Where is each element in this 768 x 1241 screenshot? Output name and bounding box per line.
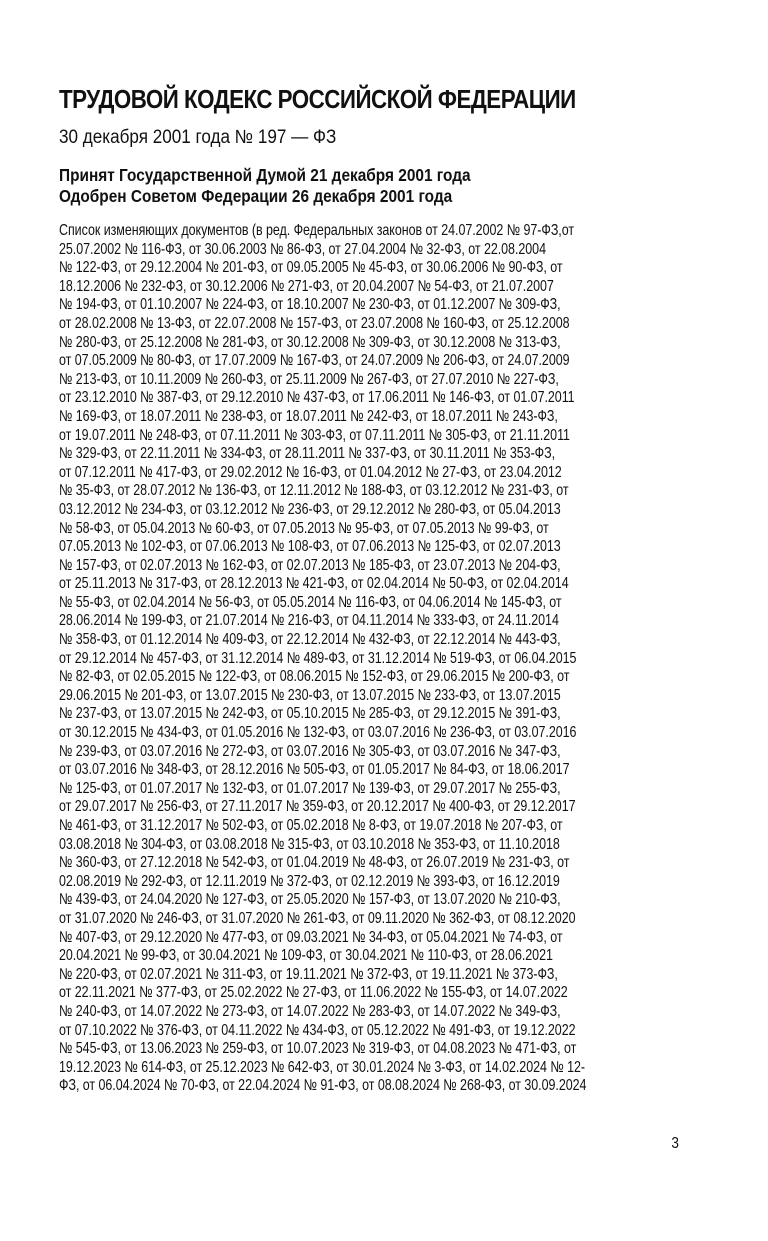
approved-by-council: Одобрен Советом Федерации 26 декабря 2001 года [59,186,453,206]
amendment-line: 02.08.2019 № 292-ФЗ, от 12.11.2019 № 372-ФЗ, от 02.12.2019 № 393-ФЗ, от 16.12.2019 [59,872,560,890]
amendment-line: от 19.07.2011 № 248-ФЗ, от 07.11.2011 № 303-ФЗ, от 07.11.2011 № 305-ФЗ, от 21.11.2011 [59,426,570,444]
amendment-line: от 30.12.2015 № 434-ФЗ, от 01.05.2016 № 132-ФЗ, от 03.07.2016 № 236-ФЗ, от 03.07.2016 [59,724,577,742]
amendment-line: Список изменяющих документов (в ред. Федеральных законов от 24.07.2002 № 97-ФЗ,от [59,222,575,239]
amendment-line: № 35-ФЗ, от 28.07.2012 № 136-ФЗ, от 12.11.2012 № 188-ФЗ, от 03.12.2012 № 231-ФЗ, от [59,482,569,500]
amendment-line: от 22.11.2021 № 377-ФЗ, от 25.02.2022 № 27-ФЗ, от 11.06.2022 № 155-ФЗ, от 14.07.2022 [59,984,568,1002]
amendment-line: 29.06.2015 № 201-ФЗ, от 13.07.2015 № 230-ФЗ, от 13.07.2015 № 233-ФЗ, от 13.07.2015 [59,686,561,704]
amendment-line: от 07.12.2011 № 417-ФЗ, от 29.02.2012 № 16-ФЗ, от 01.04.2012 № 27-ФЗ, от 23.04.2012 [59,463,562,481]
amendment-line: 19.12.2023 № 614-ФЗ, от 25.12.2023 № 642-ФЗ, от 30.01.2024 № 3-ФЗ, от 14.02.2024 № 12- [59,1058,586,1076]
amendment-line: № 239-ФЗ, от 03.07.2016 № 272-ФЗ, от 03.07.2016 № 305-ФЗ, от 03.07.2016 № 347-ФЗ, [59,742,561,760]
document-date-number: 30 декабря 2001 года № 197 — ФЗ [59,127,337,148]
amendment-line: № 157-ФЗ, от 02.07.2013 № 162-ФЗ, от 02.07.2013 № 185-ФЗ, от 23.07.2013 № 204-ФЗ, [59,556,561,574]
amendment-line: от 29.12.2014 № 457-ФЗ, от 31.12.2014 № 489-ФЗ, от 31.12.2014 № 519-ФЗ, от 06.04.2015 [59,649,577,667]
amendment-line: от 25.11.2013 № 317-ФЗ, от 28.12.2013 № 421-ФЗ, от 02.04.2014 № 50-ФЗ, от 02.04.2014 [59,575,569,593]
amendment-line: № 240-ФЗ, от 14.07.2022 № 273-ФЗ, от 14.07.2022 № 283-ФЗ, от 14.07.2022 № 349-ФЗ, [59,1002,561,1020]
amendment-line: ФЗ, от 06.04.2024 № 70-ФЗ, от 22.04.2024 № 91-ФЗ, от 08.08.2024 № 268-ФЗ, от 30.09.2024 [59,1077,587,1095]
amendment-line: от 31.07.2020 № 246-ФЗ, от 31.07.2020 № 261-ФЗ, от 09.11.2020 № 362-ФЗ, от 08.12.2020 [59,909,576,927]
amendment-line: от 03.07.2016 № 348-ФЗ, от 28.12.2016 № 505-ФЗ, от 01.05.2017 № 84-ФЗ, от 18.06.2017 [59,761,570,779]
amendment-line: № 237-ФЗ, от 13.07.2015 № 242-ФЗ, от 05.10.2015 № 285-ФЗ, от 29.12.2015 № 391-ФЗ, [59,705,561,723]
adopted-by-duma: Принят Государственной Думой 21 декабря 2001 года [59,165,471,185]
amendment-line: № 55-ФЗ, от 02.04.2014 № 56-ФЗ, от 05.05.2014 № 116-ФЗ, от 04.06.2014 № 145-ФЗ, от [59,593,562,611]
amendment-line: № 122-ФЗ, от 29.12.2004 № 201-ФЗ, от 09.05.2005 № 45-ФЗ, от 30.06.2006 № 90-ФЗ, от [59,259,563,277]
adoption-info [59,165,606,207]
amendment-line: № 461-ФЗ, от 31.12.2017 № 502-ФЗ, от 05.02.2018 № 8-ФЗ, от 19.07.2018 № 207-ФЗ, от [59,817,563,834]
amendment-line: № 280-ФЗ, от 25.12.2008 № 281-ФЗ, от 30.12.2008 № 309-ФЗ, от 30.12.2008 № 313-ФЗ, [59,333,561,351]
amendment-line: от 07.05.2009 № 80-ФЗ, от 17.07.2009 № 167-ФЗ, от 24.07.2009 № 206-ФЗ, от 24.07.2009 [59,352,570,370]
document-header [59,84,681,207]
amendment-line: № 220-ФЗ, от 02.07.2021 № 311-ФЗ, от 19.11.2021 № 372-ФЗ, от 19.11.2021 № 373-ФЗ, [59,965,558,983]
amending-documents-list [59,222,681,1096]
amendment-line: № 545-ФЗ, от 13.06.2023 № 259-ФЗ, от 10.07.2023 № 319-ФЗ, от 04.08.2023 № 471-ФЗ, от [59,1040,577,1058]
amendment-line: 18.12.2006 № 232-ФЗ, от 30.12.2006 № 271-ФЗ, от 20.04.2007 № 54-ФЗ, от 21.07.2007 [59,277,554,295]
amendment-line: 03.12.2012 № 234-ФЗ, от 03.12.2012 № 236-ФЗ, от 29.12.2012 № 280-ФЗ, от 05.04.2013 [59,500,561,518]
amendment-line: № 169-ФЗ, от 18.07.2011 № 238-ФЗ, от 18.07.2011 № 242-ФЗ, от 18.07.2011 № 243-ФЗ, [59,407,558,425]
amendment-line: № 358-ФЗ, от 01.12.2014 № 409-ФЗ, от 22.12.2014 № 432-ФЗ, от 22.12.2014 № 443-ФЗ, [59,631,561,649]
amendment-line: от 28.02.2008 № 13-ФЗ, от 22.07.2008 № 157-ФЗ, от 23.07.2008 № 160-ФЗ, от 25.12.2008 [59,314,570,332]
amendment-line: от 29.07.2017 № 256-ФЗ, от 27.11.2017 № 359-ФЗ, от 20.12.2017 № 400-ФЗ, от 29.12.2017 [59,798,576,816]
amendment-line: № 213-ФЗ, от 10.11.2009 № 260-ФЗ, от 25.11.2009 № 267-ФЗ, от 27.07.2010 № 227-ФЗ, [59,370,559,388]
amendment-line: № 360-ФЗ, от 27.12.2018 № 542-ФЗ, от 01.04.2019 № 48-ФЗ, от 26.07.2019 № 231-ФЗ, от [59,854,570,872]
amendment-line: 20.04.2021 № 99-ФЗ, от 30.04.2021 № 109-ФЗ, от 30.04.2021 № 110-ФЗ, от 28.06.2021 [59,947,553,965]
amendment-line: № 407-ФЗ, от 29.12.2020 № 477-ФЗ, от 09.03.2021 № 34-ФЗ, от 05.04.2021 № 74-ФЗ, от [59,928,563,946]
amendment-line: № 82-ФЗ, от 02.05.2015 № 122-ФЗ, от 08.06.2015 № 152-ФЗ, от 29.06.2015 № 200-ФЗ, от [59,668,570,686]
amendment-line: № 194-ФЗ, от 01.10.2007 № 224-ФЗ, от 18.10.2007 № 230-ФЗ, от 01.12.2007 № 309-ФЗ, [59,296,561,314]
amendment-line: 07.05.2013 № 102-ФЗ, от 07.06.2013 № 108-ФЗ, от 07.06.2013 № 125-ФЗ, от 02.07.2013 [59,538,561,556]
amendment-line: 28.06.2014 № 199-ФЗ, от 21.07.2014 № 216-ФЗ, от 04.11.2014 № 333-ФЗ, от 24.11.2014 [59,612,559,630]
amendment-line: № 125-ФЗ, от 01.07.2017 № 132-ФЗ, от 01.07.2017 № 139-ФЗ, от 29.07.2017 № 255-ФЗ, [59,779,561,797]
amendment-line: 25.07.2002 № 116-ФЗ, от 30.06.2003 № 86-ФЗ, от 27.04.2004 № 32-ФЗ, от 22.08.2004 [59,240,546,258]
page-number: 3 [671,1135,679,1152]
amendment-line: № 439-ФЗ, от 24.04.2020 № 127-ФЗ, от 25.05.2020 № 157-ФЗ, от 13.07.2020 № 210-ФЗ, [59,891,561,909]
amendment-line: от 07.10.2022 № 376-ФЗ, от 04.11.2022 № 434-ФЗ, от 05.12.2022 № 491-ФЗ, от 19.12.2022 [59,1021,576,1039]
amendment-line: № 58-ФЗ, от 05.04.2013 № 60-ФЗ, от 07.05.2013 № 95-ФЗ, от 07.05.2013 № 99-ФЗ, от [59,519,549,537]
amendment-line: от 23.12.2010 № 387-ФЗ, от 29.12.2010 № 437-ФЗ, от 17.06.2011 № 146-ФЗ, от 01.07.2011 [59,389,575,407]
amendment-line: № 329-ФЗ, от 22.11.2011 № 334-ФЗ, от 28.11.2011 № 337-ФЗ, от 30.11.2011 № 353-ФЗ, [59,445,556,463]
amendment-line: 03.08.2018 № 304-ФЗ, от 03.08.2018 № 315-ФЗ, от 03.10.2018 № 353-ФЗ, от 11.10.2018 [59,835,560,853]
document-title: ТРУДОВОЙ КОДЕКС РОССИЙСКОЙ ФЕДЕРАЦИИ [59,84,576,114]
